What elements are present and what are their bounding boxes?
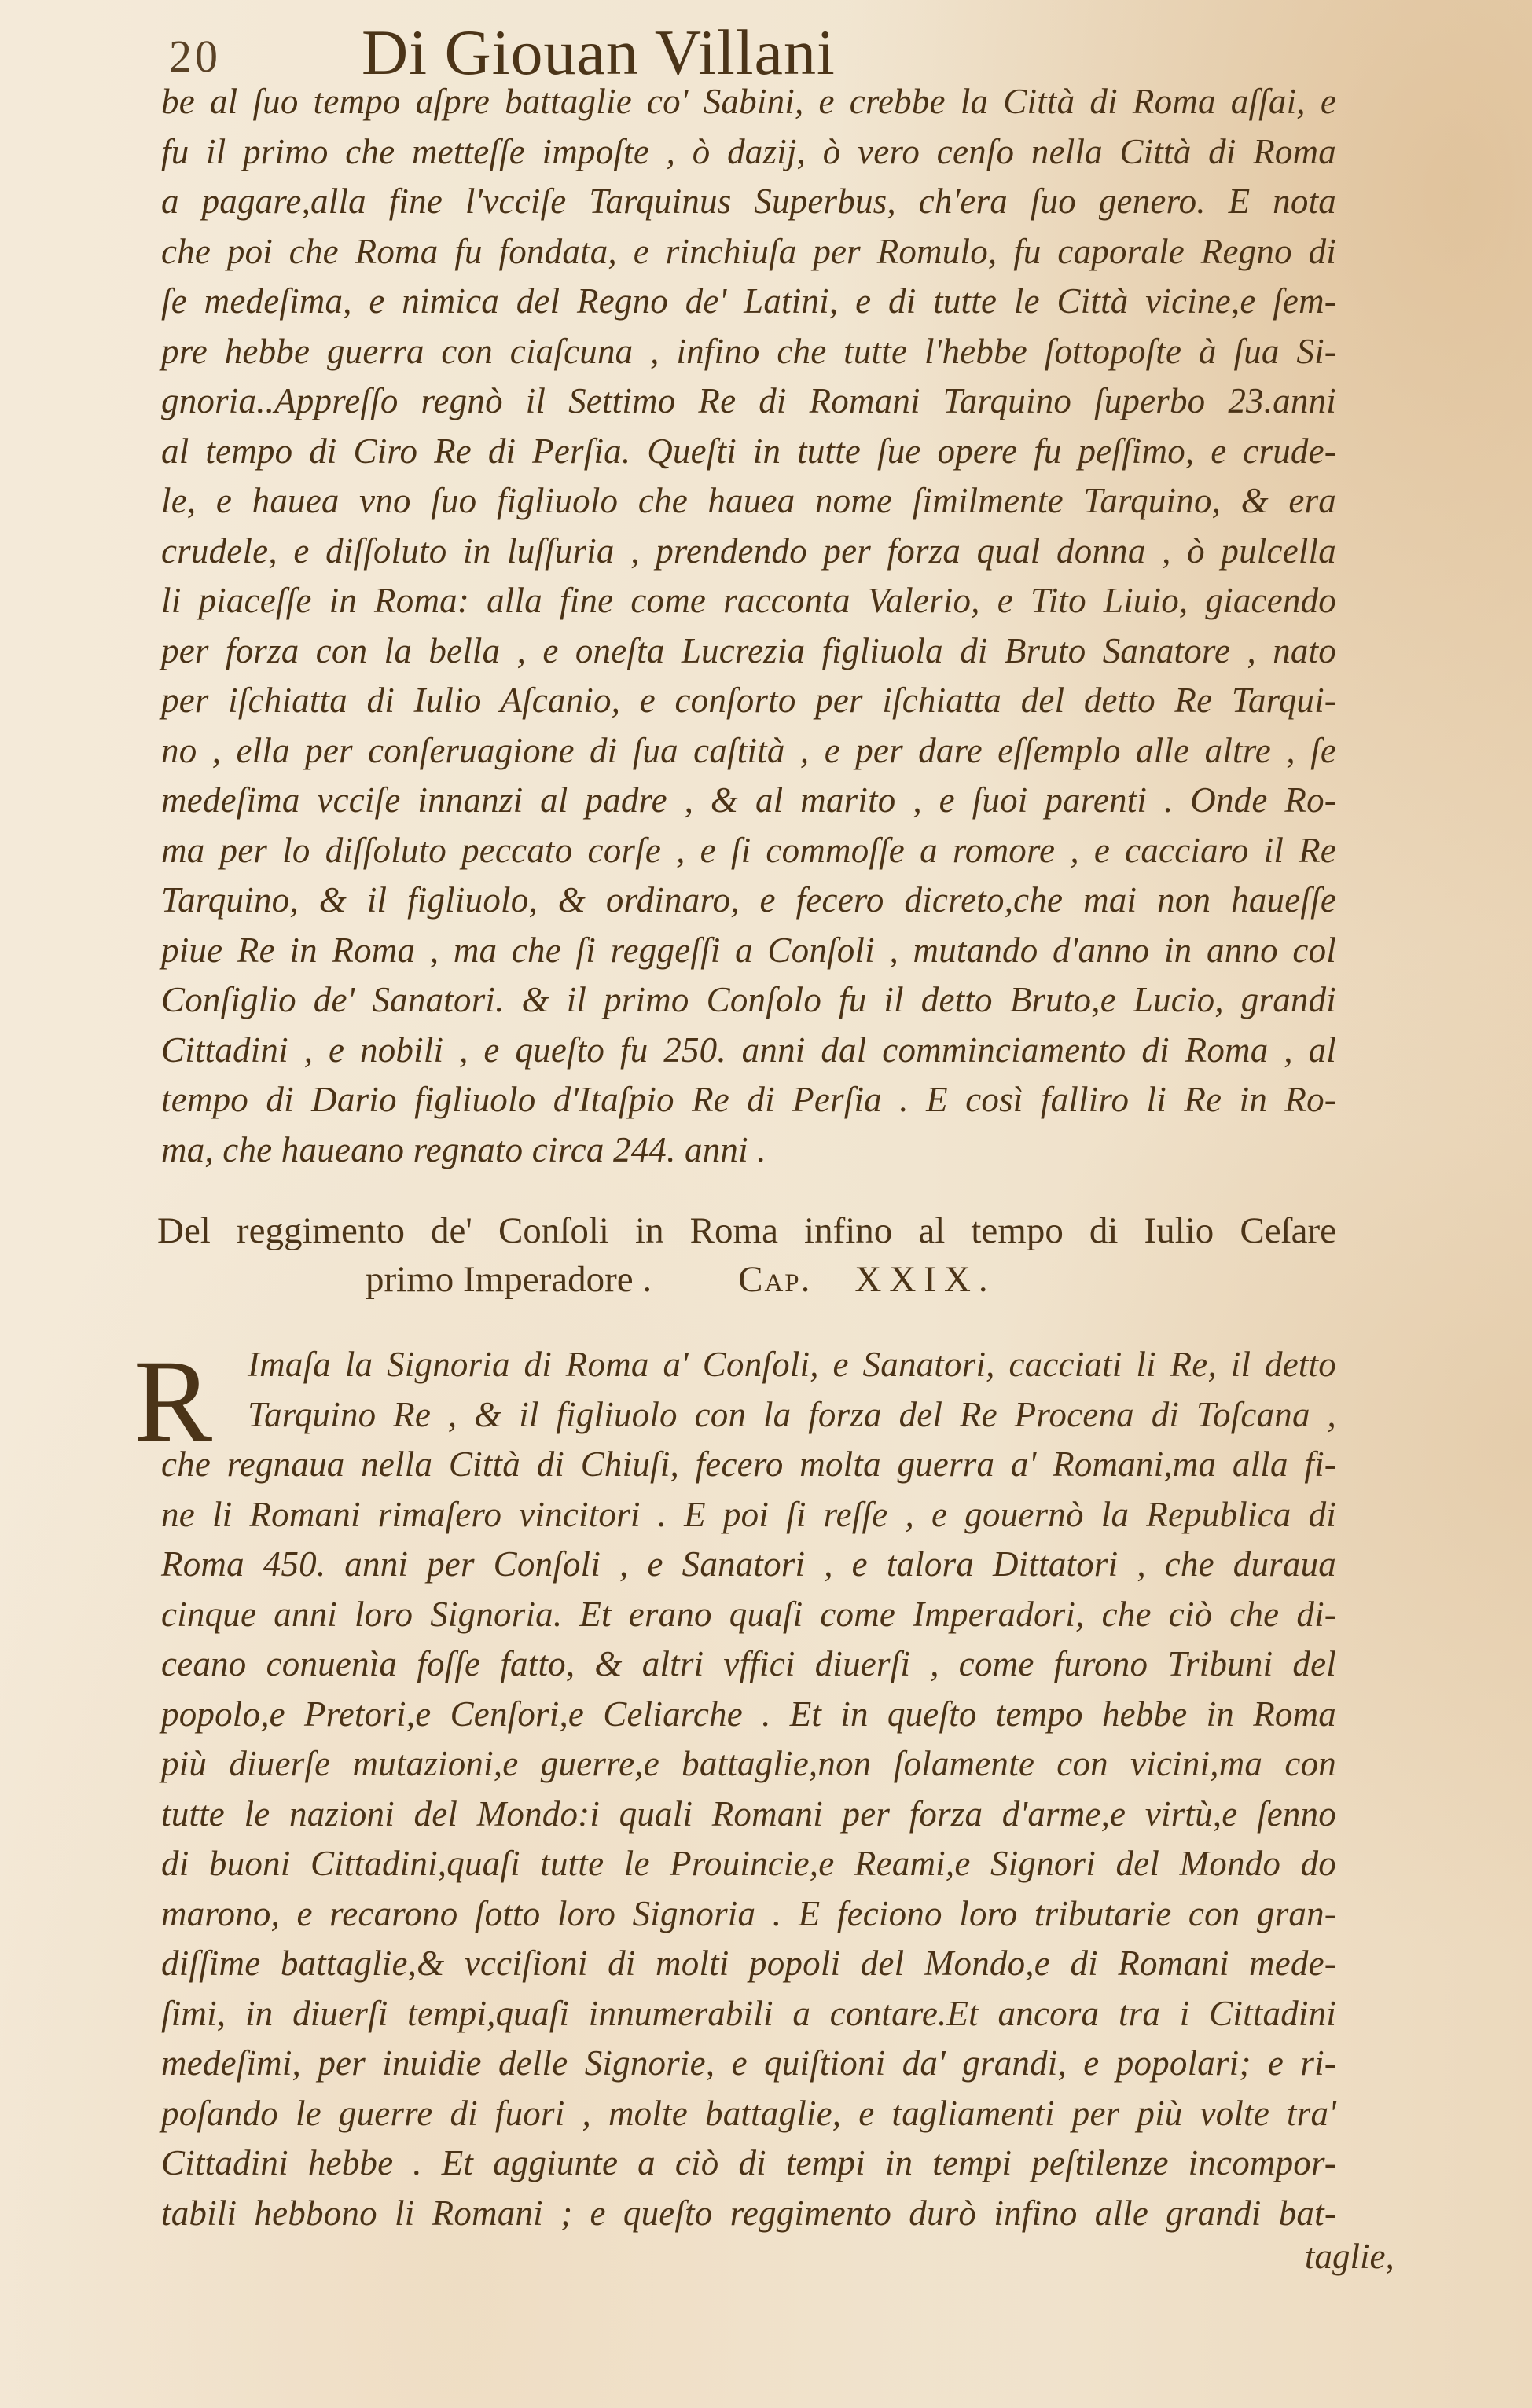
text-line: be al ſuo tempo aſpre battaglie co' Sabini, e crebbe la Città di Roma aſſai, e (161, 82, 1336, 121)
text-line: gnoria..Appreſſo regnò il Settimo Re di Romani Tarquino ſuperbo 23.anni (161, 381, 1336, 420)
text-line: Tarquino, & il figliuolo, & ordinaro, e fecero dicreto,che mai non haueſſe (161, 880, 1336, 920)
text-line: li piaceſſe in Roma: alla fine come racconta Valerio, e Tito Liuio, giacendo (161, 581, 1336, 620)
text-line: cinque anni loro Signoria. Et erano quaſi come Imperadori, che ciò che di- (161, 1594, 1336, 1634)
text-line: che poi che Roma fu fondata, e rinchiuſa per Romulo, fu caporale Regno di (161, 231, 1336, 271)
text-line: popolo,e Pretori,e Cenſori,e Celiarche . Et in queſto tempo hebbe in Roma (161, 1694, 1336, 1734)
chapter-cap-label: Cap. (738, 1259, 812, 1300)
text-line: di buoni Cittadini,quaſi tutte le Prouincie,e Reami,e Signori del Mondo do (161, 1844, 1336, 1883)
text-line: medeſima vcciſe innanzi al padre , & al marito , e ſuoi parenti . Onde Ro- (161, 780, 1336, 820)
chapter-title-line-1: Del reggimento de' Conſoli in Roma infino al tempo di Iulio Ceſare (157, 1210, 1336, 1251)
text-line: Tarquino Re , & il figliuolo con la forza del Re Procena di Toſcana , (248, 1394, 1336, 1434)
chapter-28-text (161, 77, 1336, 1175)
text-line: le, e hauea vno ſuo figliuolo che hauea nome ſimilmente Tarquino, & era (161, 481, 1336, 520)
running-title: Di Giouan Villani (362, 17, 836, 88)
text-line: ſe medeſima, e nimica del Regno de' Latini, e di tutte le Città vicine,e ſem- (161, 281, 1336, 321)
text-line: Imaſa la Signoria di Roma a' Conſoli, e Sanatori, cacciati li Re, il detto (248, 1345, 1336, 1384)
text-line: ma, che haueano regnato circa 244. anni . (161, 1129, 766, 1169)
text-line: che regnaua nella Città di Chiuſi, fecero molta guerra a' Romani,ma alla fi- (161, 1444, 1336, 1484)
text-line: Conſiglio de' Sanatori. & il primo Conſolo fu il detto Bruto,e Lucio, grandi (161, 980, 1336, 1019)
text-line: crudele, e diſſoluto in luſſuria , prendendo per forza qual donna , ò pulcella (161, 530, 1336, 571)
text-line: Roma 450. anni per Conſoli , e Sanatori , e talora Dittatori , che duraua (161, 1544, 1336, 1584)
text-line: poſando le guerre di fuori , molte battaglie, e tagliamenti per più volte tra' (161, 2093, 1336, 2133)
text-line: fu il primo che metteſſe impoſte , ò dazij, ò vero cenſo nella Città di Roma (161, 131, 1336, 171)
text-line: ſimi, in diuerſi tempi,quaſi innumerabili a contare.Et ancora tra i Cittadini (161, 1993, 1336, 2033)
text-line: marono, e recarono ſotto loro Signoria . E feciono loro tributarie con gran- (161, 1893, 1336, 1933)
text-line: per iſchiatta di Iulio Aſcanio, e conſorto per iſchiatta del detto Re Tarqui- (161, 681, 1336, 720)
text-line: più diuerſe mutazioni,e guerre,e battaglie,non ſolamente con vicini,ma con (161, 1744, 1336, 1783)
text-line: diſſime battaglie,& vcciſioni di molti popoli del Mondo,e di Romani mede- (161, 1944, 1336, 1983)
catchword: taglie, (1305, 2237, 1394, 2276)
text-line: a pagare,alla fine l'vcciſe Tarquinus Superbus, ch'era ſuo genero. E nota (161, 182, 1336, 221)
text-line: Cittadini hebbe . Et aggiunte a ciò di tempi in tempi peſtilenze incompor- (161, 2143, 1336, 2182)
page-number: 20 (169, 31, 221, 82)
text-line: pre hebbe guerra con ciaſcuna , infino che tutte l'hebbe ſottopoſte à ſua Si- (161, 331, 1336, 371)
text-line: piue Re in Roma , ma che ſi reggeſſi a Conſoli , mutando d'anno in anno col (161, 930, 1336, 970)
text-line: al tempo di Ciro Re di Perſia. Queſti in tutte ſue opere fu peſſimo, e crude- (161, 431, 1336, 471)
text-line: tabili hebbono li Romani ; e queſto reggimento durò infino alle grandi bat- (161, 2193, 1336, 2233)
chapter-title-line-2-text: primo Imperadore . (366, 1259, 652, 1300)
text-line: per forza con la bella , e oneſta Lucrezia figliuola di Bruto Sanatore , nato (161, 630, 1336, 670)
chapter-number: XXIX. (854, 1259, 996, 1300)
text-line: ne li Romani rimaſero vincitori . E poi ſi reſſe , e gouernò la Republica di (161, 1494, 1336, 1534)
text-line: medeſimi, per inuidie delle Signorie, e quiſtioni da' grandi, e popolari; e ri- (161, 2043, 1336, 2083)
text-line: ma per lo diſſoluto peccato corſe , e ſi commoſſe a romore , e cacciaro il Re (161, 830, 1336, 870)
text-line: tempo di Dario figliuolo d'Itaſpio Re di Perſia . E così falliro li Re in Ro- (161, 1080, 1336, 1119)
drop-cap: R (134, 1336, 213, 1466)
text-line: Cittadini , e nobili , e queſto fu 250. anni dal comminciamento di Roma , al (161, 1030, 1336, 1070)
chapter-heading (157, 1206, 1336, 1304)
text-line: tutte le nazioni del Mondo:i quali Romani per forza d'arme,e virtù,e ſenno (161, 1793, 1336, 1834)
text-line: no , ella per conſeruagione di ſua caſtità , e per dare eſſemplo alle altre , ſe (161, 730, 1336, 770)
text-line: ceano conuenìa foſſe fatto, & altri vffici diuerſi , come furono Tribuni del (161, 1644, 1336, 1683)
chapter-29-text (161, 1340, 1336, 2238)
chapter-title-line-2 (157, 1255, 1336, 1304)
